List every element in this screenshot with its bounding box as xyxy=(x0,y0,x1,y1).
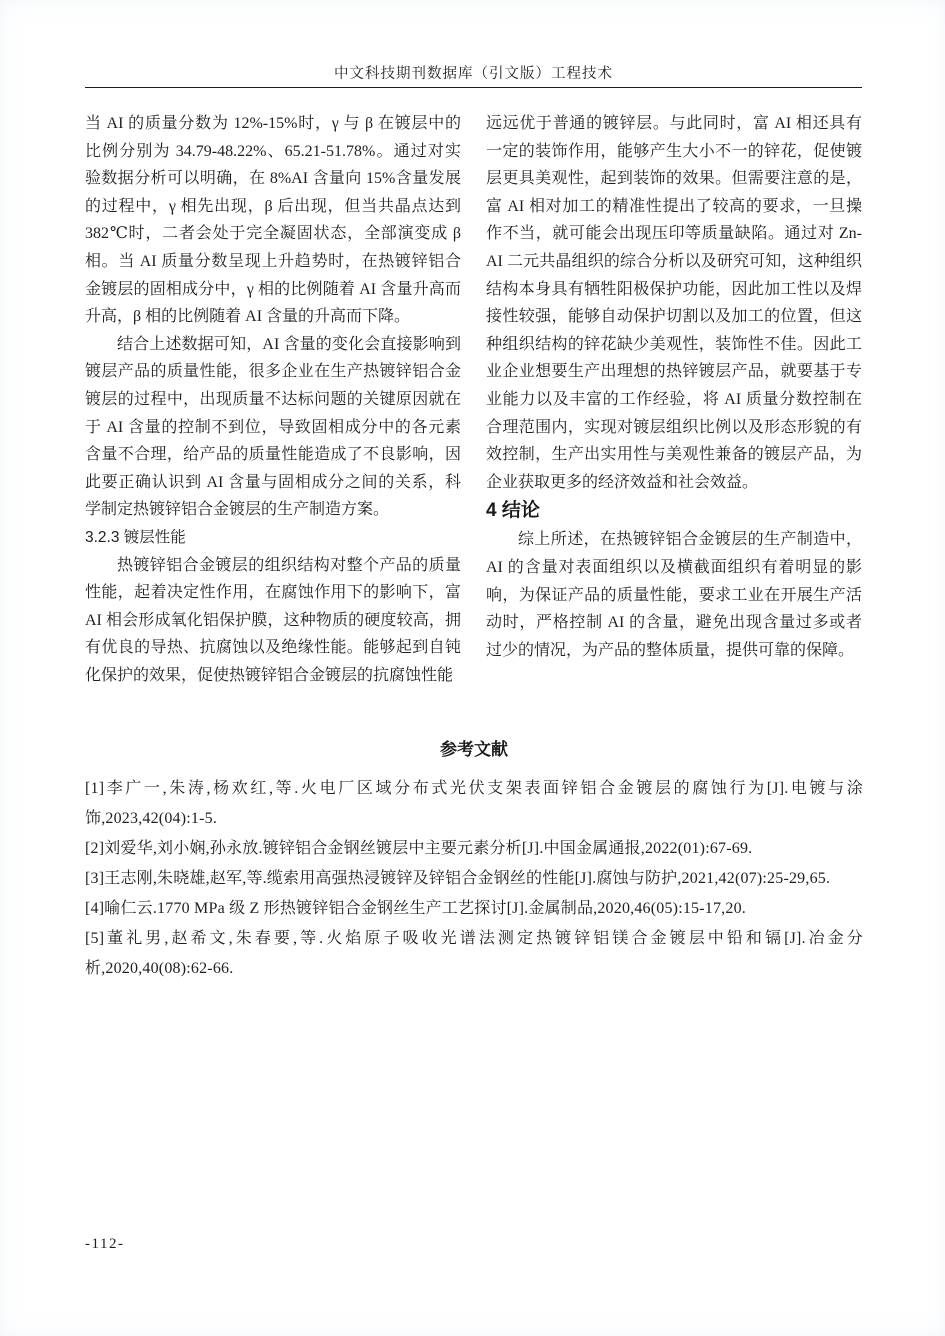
reference-item-2: [2]刘爱华,刘小娴,孙永放.镀锌铝合金钢丝镀层中主要元素分析[J].中国金属通报,2022(01):67-69. xyxy=(85,840,753,858)
left-column xyxy=(85,110,461,689)
two-column-layout xyxy=(85,110,863,689)
right-column xyxy=(486,110,862,689)
header-rule xyxy=(85,87,862,88)
references-heading: 参考文献 xyxy=(440,740,508,760)
reference-item-5: [5]董礼男,赵希文,朱春要,等.火焰原子吸收光谱法测定热镀锌铝镁合金镀层中铅和镉[J].冶金分析,2020,40(08):62-66. xyxy=(85,930,863,978)
reference-item-4: [4]喻仁云.1770 MPa 级 Z 形热镀锌铝合金钢丝生产工艺探讨[J].金属制品,2020,46(05):15-17,20. xyxy=(85,900,746,918)
paragraph-conclusion: 综上所述，在热镀锌铝合金镀层的生产制造中，AI 的含量对表面组织以及横截面组织有着明显的影响，为保证产品的质量性能，要求工业在开展生产活动时，严格控制 AI 的含量，避免出现含量过多或者过少的情况，为产品的整体质量，提供可靠的保障。 xyxy=(486,531,862,659)
section-heading-coating-performance: 3.2.3 镀层性能 xyxy=(85,528,186,546)
paragraph-coating-performance-continued: 远远优于普通的镀锌层。与此同时，富 AI 相还具有一定的装饰作用，能够产生大小不一的锌花，促使镀层更具美观性，起到装饰的效果。但需要注意的是，富 AI 相对加工的精准性提出了较高的要求，一旦操作不当，就可能会出现压印等质量缺陷。通过对 Zn-AI 二元共晶组织的综合分析以及研究可知，这种组织结构本身具有牺牲阳极保护功能，因此加工性以及焊接性较强，能够自动保护切割以及加工的位置，但这种组织结构的锌花缺少美观性，装饰性不佳。因此工业企业想要生产出理想的热锌镀层产品，就要基于专业能力以及丰富的工作经验，将 AI 质量分数控制在合理范围内，实现对镀层组织比例以及形态形貌的有效控制，生产出实用性与美观性兼备的镀层产品，为企业获取更多的经济效益和社会效益。 xyxy=(486,115,862,491)
section-heading-conclusion: 4 结论 xyxy=(486,500,540,522)
journal-header-title: 中文科技期刊数据库（引文版）工程技术 xyxy=(334,66,613,82)
paragraph-phase-ratio: 当 AI 的质量分数为 12%-15%时，γ 与 β 在镀层中的比例分别为 34.79-48.22%、65.21-51.78%。通过对实验数据分析可以明确，在 8%AI 含量向 15%含量发展的过程中，γ 相先出现，β 后出现，但当共晶点达到 382℃时，二者会处于完全凝固状态，全部演变成 β 相。当 AI 质量分数呈现上升趋势时，在热镀锌铝合金镀层的固相成分中，γ 相的比例随着 AI 含量升高而升高，β 相的比例随着 AI 含量的升高而下降。 xyxy=(85,115,461,326)
page-number: -112- xyxy=(85,1236,125,1252)
paper-body xyxy=(85,110,863,984)
reference-item-1: [1]李广一,朱涛,杨欢红,等.火电厂区域分布式光伏支架表面锌铝合金镀层的腐蚀行为[J].电镀与涂饰,2023,42(04):1-5. xyxy=(85,780,863,828)
references-section xyxy=(85,735,863,984)
reference-item-3: [3]王志刚,朱晓雄,赵军,等.缆索用高强热浸镀锌及锌铝合金钢丝的性能[J].腐蚀与防护,2021,42(07):25-29,65. xyxy=(85,870,831,888)
paragraph-al-content-analysis: 结合上述数据可知，AI 含量的变化会直接影响到镀层产品的质量性能，很多企业在生产热镀锌铝合金镀层的过程中，出现质量不达标问题的关键原因就在于 AI 含量的控制不到位，导致固相成分中的各元素含量不合理，给产品的质量性能造成了不良影响，因此要正确认识到 AI 含量与固相成分之间的关系，科学制定热镀锌铝合金镀层的生产制造方案。 xyxy=(85,335,461,519)
paragraph-coating-performance: 热镀锌铝合金镀层的组织结构对整个产品的质量性能，起着决定性作用，在腐蚀作用下的影响下，富 AI 相会形成氧化铝保护膜，这种物质的硬度较高，拥有优良的导热、抗腐蚀以及绝缘性能。能够起到自钝化保护的效果，促使热镀锌铝合金镀层的抗腐蚀性能 xyxy=(85,556,461,684)
